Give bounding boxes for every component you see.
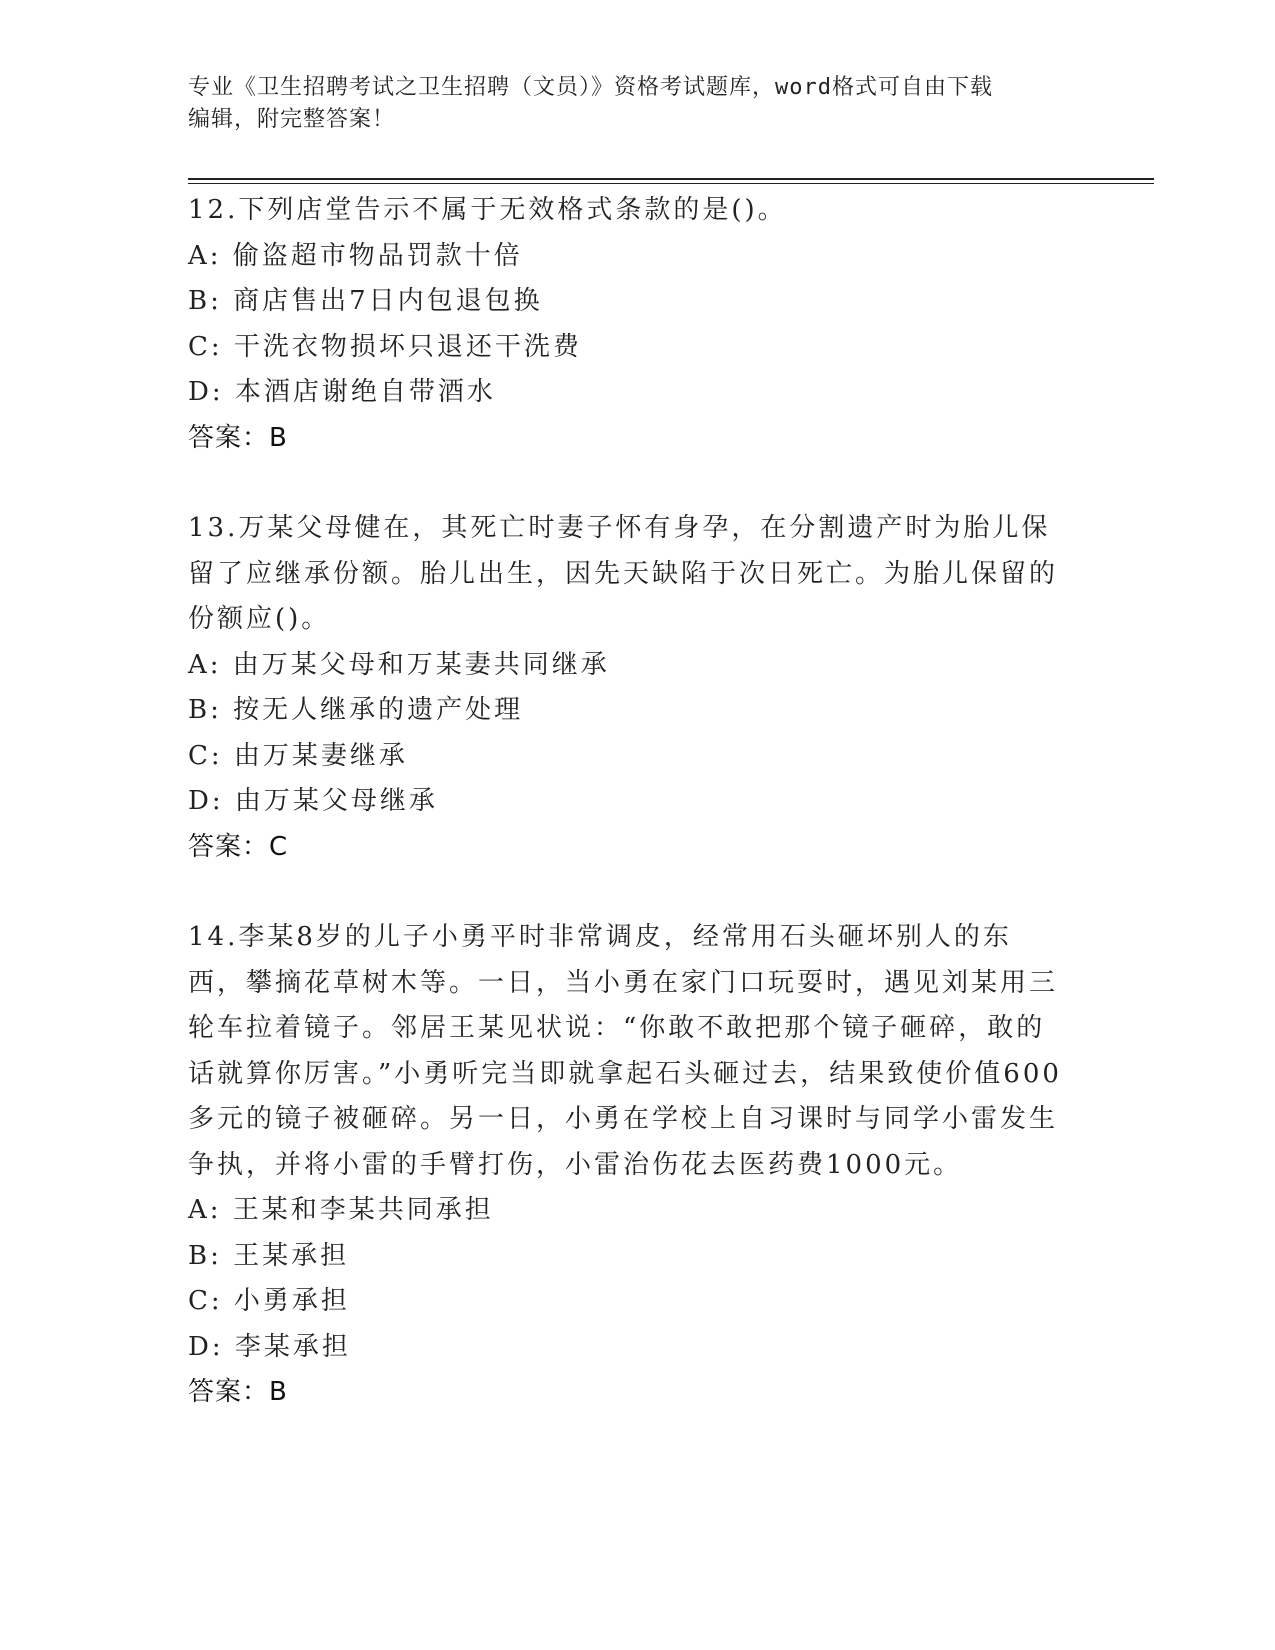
header-divider-thin bbox=[188, 183, 1154, 184]
header-line-2: 编辑，附完整答案！ bbox=[188, 107, 396, 132]
question-12 bbox=[188, 188, 1068, 461]
question-text: 14.李某8岁的儿子小勇平时非常调皮，经常用石头砸坏别人的东西，攀摘花草树木等。一日，当小勇在家门口玩耍时，遇见刘某用三轮车拉着镜子。邻居王某见状说：“你敢不敢把那个镜子砸碎，敢的话就算你厉害。”小勇听完当即就拿起石头砸过去，结果致使价值600多元的镜子被砸碎。另一日，小勇在学校上自习课时与同学小雷发生争执，并将小雷的手臂打伤，小雷治伤花去医药费1000元。 bbox=[188, 922, 1062, 1180]
option-a: A: 由万某父母和万某妻共同继承 bbox=[188, 649, 610, 680]
option-d: D: 本酒店谢绝自带酒水 bbox=[188, 377, 496, 407]
option-c: C: 干洗衣物损坏只退还干洗费 bbox=[188, 331, 582, 362]
option-a: A: 偷盗超市物品罚款十倍 bbox=[188, 240, 523, 271]
answer-text: 答案：C bbox=[188, 831, 289, 862]
question-14 bbox=[188, 915, 1068, 1416]
document-header bbox=[188, 72, 1068, 136]
answer-text: 答案：B bbox=[188, 422, 288, 453]
option-b: B: 王某承担 bbox=[188, 1240, 350, 1271]
option-b: B: 按无人继承的遗产处理 bbox=[188, 695, 524, 725]
option-c: C: 小勇承担 bbox=[188, 1286, 350, 1316]
question-text: 13.万某父母健在，其死亡时妻子怀有身孕，在分割遗产时为胎儿保留了应继承份额。胎儿出生，因先天缺陷于次日死亡。为胎儿保留的份额应()。 bbox=[188, 513, 1059, 634]
option-c: C: 由万某妻继承 bbox=[188, 740, 408, 771]
question-13 bbox=[188, 506, 1068, 870]
header-line-1: 专业《卫生招聘考试之卫生招聘（文员）》资格考试题库，word格式可自由下载 bbox=[188, 75, 993, 100]
question-list bbox=[188, 188, 1068, 1461]
option-d: D: 李某承担 bbox=[188, 1331, 351, 1362]
answer-text: 答案：B bbox=[188, 1377, 288, 1407]
option-a: A: 王某和李某共同承担 bbox=[188, 1195, 494, 1225]
option-d: D: 由万某父母继承 bbox=[188, 786, 438, 816]
option-b: B: 商店售出7日内包退包换 bbox=[188, 286, 543, 316]
question-text: 12.下列店堂告示不属于无效格式条款的是()。 bbox=[188, 195, 787, 225]
header-divider-thick bbox=[188, 178, 1154, 180]
